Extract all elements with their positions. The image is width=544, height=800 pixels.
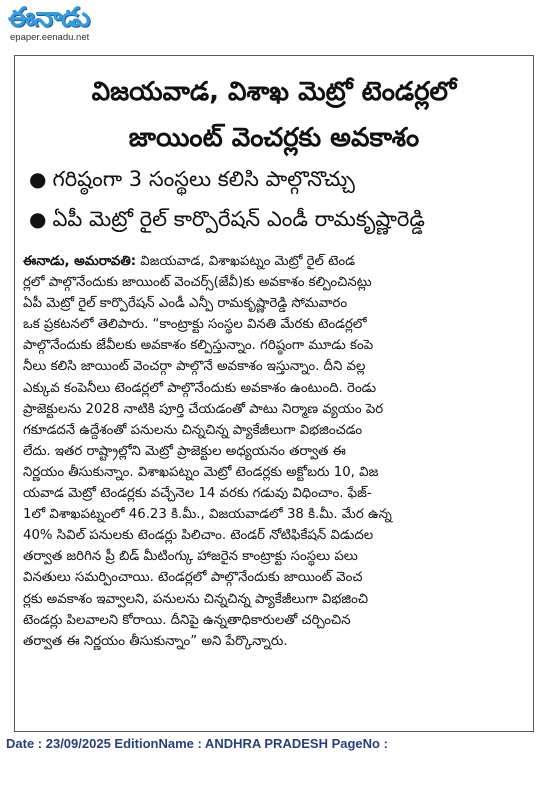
article-body <box>23 251 525 652</box>
news-clipping <box>14 55 534 732</box>
body-line: 40% సివిల్ పనులకు టెండర్లు పిలిచాం. టెండర్ నోటిఫికేషన్ విడుదల <box>23 528 374 544</box>
subhead-text: ఏపీ మెట్రో రైల్ కార్పొరేషన్ ఎండీ రామకృష్ణారెడ్డి <box>52 207 425 231</box>
body-line: వినతులు సమర్పించాయి. టెండర్లలో పాల్గొనేందుకు జాయింట్ వెంచ <box>23 570 363 586</box>
body-line: ఎక్కువ కంపెనీలు టెండర్లలో పాల్గొనేందుకు అవకాశం ఉంటుంది. రెండు <box>23 380 377 396</box>
body-line: టెండర్లు పిలవాలని కోరాయి. దీనిపై ఉన్నతాధికారులతో చర్చించిన <box>23 612 351 628</box>
body-line: తర్వాత జరిగిన ప్రీ బిడ్ మీటింగ్కు హాజరైన కాంట్రాక్టు సంస్థలు పలు <box>23 549 358 565</box>
subhead-1 <box>29 164 527 194</box>
body-line: 1లో విశాఖపట్నంలో 46.23 కి.మీ., విజయవాడలో 38 కి.మీ. మేర ఉన్న <box>23 507 392 523</box>
masthead <box>8 3 208 47</box>
body-line: ర్లలో పాల్గొనేందుకు జాయింట్ వెంచర్స్(జేవీ)కు అవకాశం కల్పించినట్లు <box>23 275 372 291</box>
body-line: పాల్గొనేందుకు జేవీలకు అవకాశం కల్పిస్తున్నాం. గరిష్ఠంగా మూడు కంపె <box>23 338 374 354</box>
body-line: లేదు. ఇతర రాష్ట్రాల్లోని మెట్రో ప్రాజెక్టుల అధ్యయనం తర్వాత ఈ <box>23 443 346 459</box>
body-line <box>23 251 525 272</box>
body-line-text: విజయవాడ, విశాఖపట్నం మెట్రో రైల్ టెండ <box>136 254 356 269</box>
headline-line-1: విజయవాడ, విశాఖ మెట్రో టెండర్లలో <box>91 77 457 107</box>
bullet-icon: ● <box>29 207 47 231</box>
subhead-text: గరిష్ఠంగా 3 సంస్థలు కలిసి పాల్గొనొచ్చు <box>52 167 355 191</box>
body-line: తర్వాత ఈ నిర్ణయం తీసుకున్నాం” అని పేర్కొన్నారు. <box>23 633 288 649</box>
bullet-icon: ● <box>29 167 47 191</box>
body-line: నిర్ణయం తీసుకున్నాం. విశాఖపట్నం మెట్రో టెండర్లకు అక్టోబరు 10, విజ <box>23 464 379 480</box>
edition-footer: Date : 23/09/2025 EditionName : ANDHRA PRADESH PageNo : <box>6 736 388 751</box>
body-line: ఏపీ మెట్రో రైల్ కార్పొరేషన్ ఎండీ ఎన్పీ రామకృష్ణారెడ్డి సోమవారం <box>23 296 348 312</box>
dateline: ఈనాడు, అమరావతి: <box>23 254 137 269</box>
body-line: నీలు కలిసి జాయింట్ వెంచర్గా పాల్గొనే అవకాశం ఇస్తున్నాం. దీని వల్ల <box>23 359 366 375</box>
body-line: ఒక ప్రకటనలో తెలిపారు. “కాంట్రాక్టు సంస్థల వినతి మేరకు టెండర్లలో <box>23 317 367 333</box>
headline-line-2: జాయింట్ వెంచర్లకు అవకాశం <box>128 123 420 153</box>
body-line: గకూడదనే ఉద్దేశంతో పనులను చిన్నచిన్న ప్యాకేజీలుగా విభజించడం <box>23 422 363 438</box>
subhead-2 <box>29 204 527 234</box>
body-line: యవాడ మెట్రో టెండర్లకు వచ్చేనెల 14 వరకు గడువు విధించాం. ఫేజ్- <box>23 486 372 502</box>
body-line: ప్రాజెక్టులను 2028 నాటికి పూర్తి చేయడంతో పాటు నిర్మాణ వ్యయం పెర <box>23 401 384 417</box>
eenadu-logo: ఈనాడు <box>8 2 90 33</box>
body-line: ర్లకు అవకాశం ఇవ్వాలని, పనులను చిన్నచిన్న ప్యాకేజీలుగా విభజించి <box>23 591 369 607</box>
epaper-url: epaper.eenadu.net <box>10 32 90 43</box>
